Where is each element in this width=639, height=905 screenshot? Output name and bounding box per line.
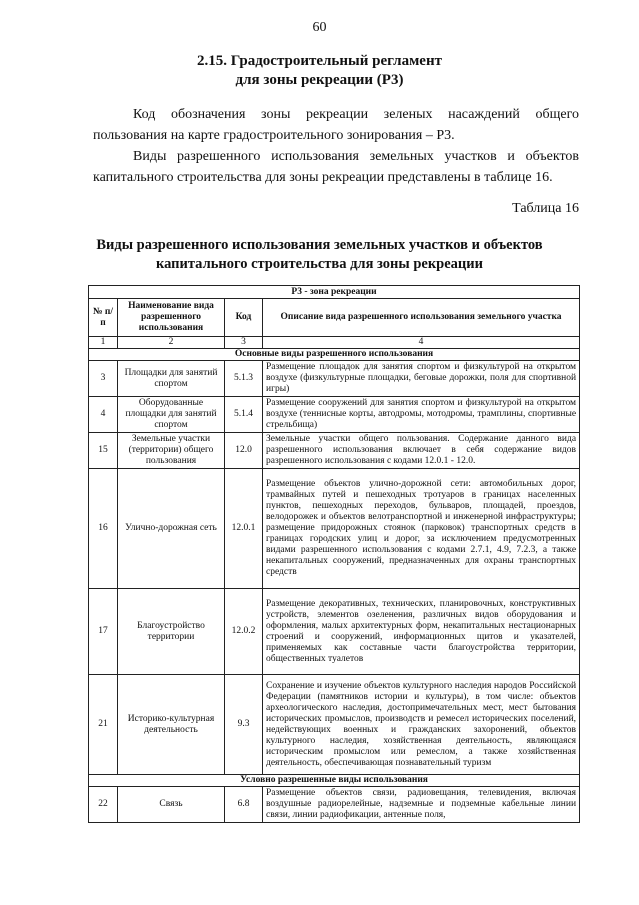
table-row (89, 787, 580, 823)
row-use-description: Сохранение и изучение объектов культурного наследия народов Российской Федерации (памятников истории и культуры), в том числе: объектов археологического наследия, достопримечательных мест, мест бытования исторических промыслов, производств и ремесел исторических поселений, недействующих военных и гражданских захоронений, объектов культурного наследия, хозяйственная деятельность, являющаяся историческим промыслом или ремеслом, а также хозяйственная деятельность, обеспечивающая познавательный туризм (263, 675, 580, 775)
row-use-description: Размещение объектов связи, радиовещания, телевидения, включая воздушные радиорелейные, надземные и подземные кабельные линии связи, линии радиофикации, антенные поля, (263, 787, 580, 823)
row-use-code: 5.1.3 (225, 361, 263, 397)
row-use-name: Улично-дорожная сеть (118, 469, 225, 589)
row-use-description: Размещение площадок для занятия спортом и физкультурой на открытом воздухе (физкультурные площадки, беговые дорожки, поля для спортивной игры) (263, 361, 580, 397)
row-use-name: Оборудованные площадки для занятий спортом (118, 397, 225, 433)
row-use-code: 12.0 (225, 433, 263, 469)
header-code: Код (225, 299, 263, 337)
column-index: 1 (89, 337, 118, 349)
column-index: 4 (263, 337, 580, 349)
table-title-line1: Виды разрешенного использования земельных участков и объектов (96, 237, 543, 253)
header-desc: Описание вида разрешенного использования земельного участка (263, 299, 580, 337)
row-use-name: Земельные участки (территории) общего пользования (118, 433, 225, 469)
row-number: 21 (89, 675, 118, 775)
column-index: 3 (225, 337, 263, 349)
table-row (89, 397, 580, 433)
row-use-code: 12.0.1 (225, 469, 263, 589)
header-num: № п/п (89, 299, 118, 337)
zone-header: Р3 - зона рекреации (89, 286, 580, 299)
paragraph-uses-intro (93, 146, 579, 188)
zone-header-row (89, 286, 580, 299)
row-use-description: Земельные участки общего пользования. Содержание данного вида разрешенного использования включает в себя содержание видов разрешенного использования с кодами 12.0.1 - 12.0. (263, 433, 580, 469)
column-index-row (89, 337, 580, 349)
table-title (0, 236, 639, 274)
row-use-name: Связь (118, 787, 225, 823)
table-caption: Таблица 16 (512, 201, 579, 216)
permitted-uses-table (88, 285, 580, 823)
row-use-code: 9.3 (225, 675, 263, 775)
row-number: 17 (89, 589, 118, 675)
paragraph-zone-code (93, 104, 579, 146)
section-conditional-row (89, 775, 580, 787)
section-title-line1: 2.15. Градостроительный регламент (197, 53, 442, 69)
page-number: 60 (312, 20, 327, 35)
row-number: 3 (89, 361, 118, 397)
paragraph-zone-code-text: Код обозначения зоны рекреации зеленых насаждений общего пользования на карте градостроительного зонирования – Р3. (93, 107, 579, 143)
row-use-name: Благоустройство территории (118, 589, 225, 675)
table-row (89, 589, 580, 675)
row-use-code: 6.8 (225, 787, 263, 823)
section-title (0, 52, 639, 90)
row-number: 15 (89, 433, 118, 469)
row-use-description: Размещение сооружений для занятия спортом и физкультурой на открытом воздухе (теннисные корты, автодромы, мотодромы, трамплины, спортивные стрельбища) (263, 397, 580, 433)
table-row (89, 433, 580, 469)
paragraph-uses-intro-text: Виды разрешенного использования земельных участков и объектов капитального строительства для зоны рекреации представлены в таблице 16. (93, 149, 579, 185)
table-row (89, 361, 580, 397)
section-main-row (89, 349, 580, 361)
row-use-code: 12.0.2 (225, 589, 263, 675)
row-number: 22 (89, 787, 118, 823)
permitted-uses-table-body (89, 286, 580, 823)
row-use-name: Историко-культурная деятельность (118, 675, 225, 775)
column-header-row (89, 299, 580, 337)
table-row (89, 675, 580, 775)
section-title-line2: для зоны рекреации (Р3) (235, 72, 404, 88)
table-title-line2: капитального строительства для зоны рекреации (155, 256, 483, 272)
section-conditional-label: Условно разрешенные виды использования (89, 775, 580, 787)
header-name: Наименование вида разрешенного использования (118, 299, 225, 337)
section-main-label: Основные виды разрешенного использования (89, 349, 580, 361)
row-use-description: Размещение декоративных, технических, планировочных, конструктивных устройств, элементов озеленения, различных видов оборудования и оформления, малых архитектурных форм, некапитальных нестационарных строений и сооружений, информационных щитов и указателей, применяемых как составные части благоустройства территории, общественных туалетов (263, 589, 580, 675)
row-number: 4 (89, 397, 118, 433)
row-number: 16 (89, 469, 118, 589)
column-index: 2 (118, 337, 225, 349)
table-row (89, 469, 580, 589)
row-use-description: Размещение объектов улично-дорожной сети: автомобильных дорог, трамвайных путей и пешеходных тротуаров в границах населенных пунктов, пешеходных переходов, бульваров, площадей, проездов, велодорожек и объектов велотранспортной и инженерной инфраструктуры; размещение придорожных стоянок (парковок) транспортных средств в границах городских улиц и дорог, за исключением предусмотренных видами разрешенного использования с кодами 2.7.1, 4.9, 7.2.3, а также некапитальных сооружений, предназначенных для охраны транспортных средств (263, 469, 580, 589)
row-use-name: Площадки для занятий спортом (118, 361, 225, 397)
row-use-code: 5.1.4 (225, 397, 263, 433)
